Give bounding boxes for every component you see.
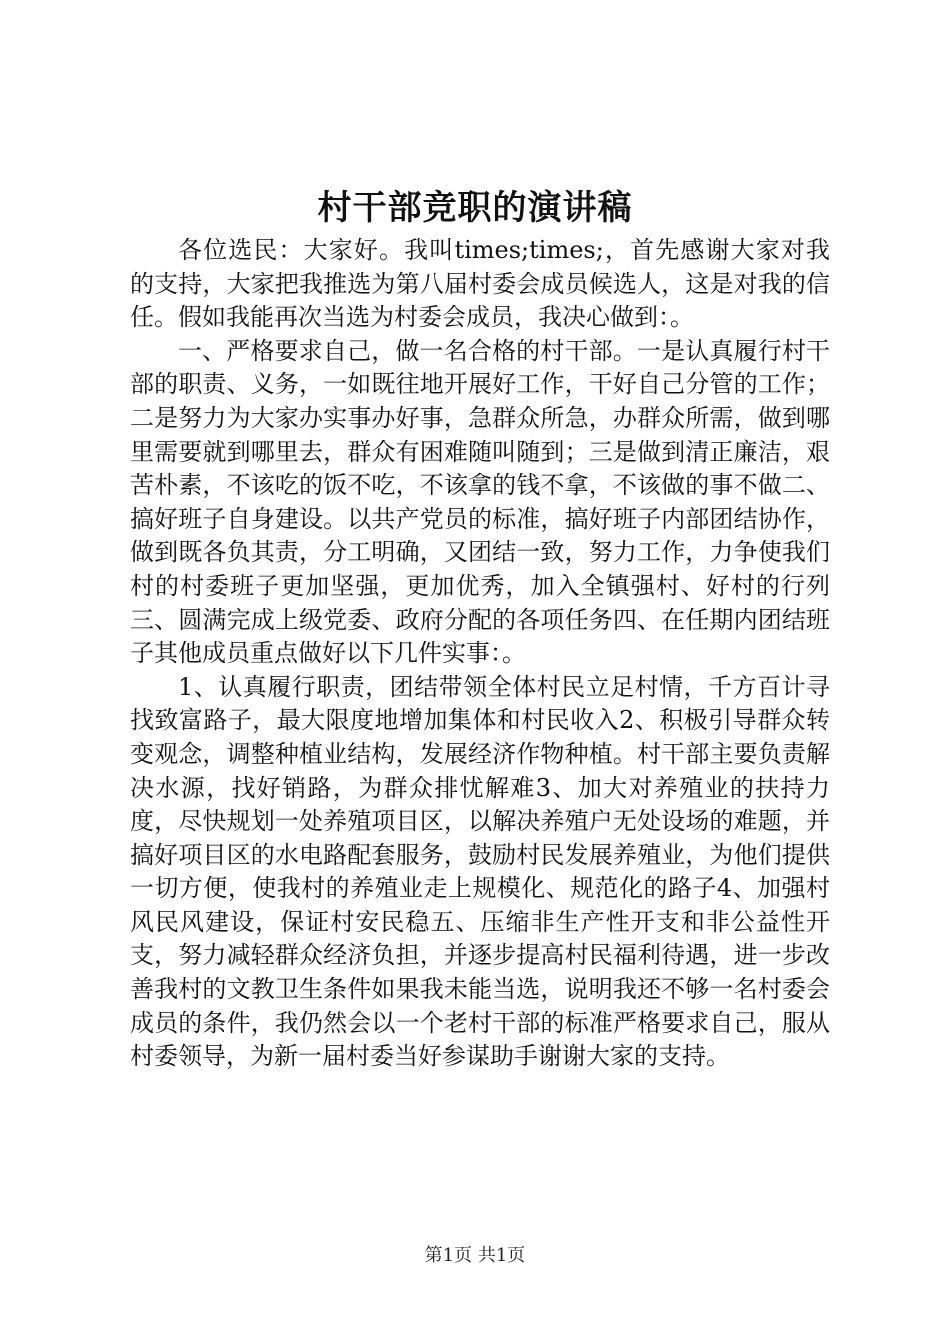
page-footer: 第1页 共1页: [424, 1245, 526, 1266]
document-title: 村干部竞职的演讲稿: [317, 188, 633, 228]
paragraph-greeting: 各位选民：大家好。我叫times;times;，首先感谢大家对我的支持，大家把我推选为第八届村委会成员候选人，这是对我的信任。假如我能再次当选为村委会成员，我决心做到：。: [130, 236, 830, 332]
document-body: [130, 234, 830, 1074]
paragraph-practical-tasks: 1、认真履行职责，团结带领全体村民立足村情，千方百计寻找致富路子，最大限度地增加集体和村民收入2、积极引导群众转变观念，调整种植业结构，发展经济作物种植。村干部主要负责解决水源，找好销路，为群众排忧解难3、加大对养殖业的扶持力度，尽快规划一处养殖项目区，以解决养殖户无处设场的难题，并搞好项目区的水电路配套服务，鼓励村民发展养殖业，为他们提供一切方便，使我村的养殖业走上规模化、规范化的路子4、加强村风民风建设，保证村安民稳五、压缩非生产性开支和非公益性开支，努力减轻群众经济负担，并逐步提高村民福利待遇，进一步改善我村的文教卫生条件如果我未能当选，说明我还不够一名村委会成员的条件，我仍然会以一个老村干部的标准严格要求自己，服从村委领导，为新一届村委当好参谋助手谢谢大家的支持。: [130, 672, 830, 1071]
paragraph-commitments: 一、严格要求自己，做一名合格的村干部。一是认真履行村干部的职责、义务，一如既往地开展好工作，干好自己分管的工作；二是努力为大家办实事办好事，急群众所急，办群众所需，做到哪里需要就到哪里去，群众有困难随叫随到；三是做到清正廉洁，艰苦朴素，不该吃的饭不吃，不该拿的钱不拿，不该做的事不做二、搞好班子自身建设。以共产党员的标准，搞好班子内部团结协作，做到既各负其责，分工明确，又团结一致，努力工作，力争使我们村的村委班子更加坚强，更加优秀，加入全镇强村、好村的行列三、圆满完成上级党委、政府分配的各项任务四、在任期内团结班子其他成员重点做好以下几件实事：。: [130, 336, 830, 668]
